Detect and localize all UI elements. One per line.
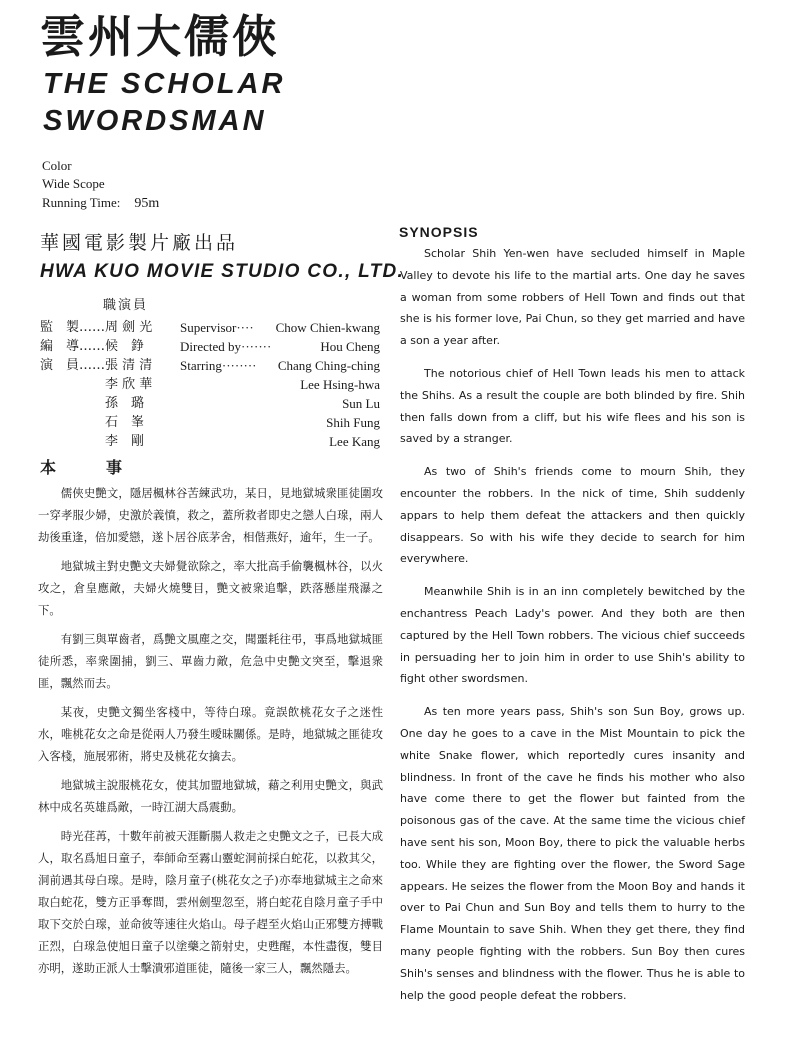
crew-chinese: 孫 璐 [40, 396, 145, 411]
title-chinese: 雲州大儒俠 [40, 10, 281, 63]
heading-char: 本 [40, 458, 57, 477]
heading-char: 事 [106, 458, 123, 477]
synopsis-heading-chinese [40, 460, 122, 476]
title-english-line1: THE SCHOLAR [43, 68, 286, 100]
studio-english: HWA KUO MOVIE STUDIO CO., LTD. [40, 261, 405, 282]
crew-name: Sun Lu [342, 396, 380, 411]
synopsis-chinese [38, 482, 383, 986]
paragraph: 儒俠史艷文，隱居楓林谷苦練武功，某日，見地獄城衆匪徒圍攻一穿孝服少婦，史激於義憤，救之，蓋所救者即史之戀人白瑔，兩人劫後重逢，倍加愛戀，遂卜居谷底茅舍，相偕燕好，逾年，生一子。 [38, 486, 383, 544]
crew-name: Hou Cheng [320, 339, 380, 354]
crew-role: Starring········ [180, 358, 257, 373]
crew-chinese: 石 峯 [40, 415, 145, 430]
paragraph: 地獄城主說服桃花女，使其加盟地獄城，藉之利用史艷文，與武林中成名英雄爲敵，一時江湖大爲震動。 [38, 778, 383, 814]
crew-role: Supervisor···· [180, 320, 254, 335]
runtime-value: 95m [134, 196, 160, 211]
crew-heading: 職演員 [103, 298, 149, 313]
paragraph: 時光荏苒，十數年前被天涯斷腸人救走之史艷文之子，已長大成人，取名爲旭日童子，奉師命至霧山靈蛇洞前採白蛇花，以救其父，洞前遇其母白瑔。是時，陰月童子(桃花女之子)亦奉地獄城主之命來取白蛇花，雙方正爭奪間，雲州劍聖忽至，將白蛇花自陰月童子手中取下交於白瑔，並命彼等速往火焰山。母子趕至火焰山正邪雙方搏戰正烈，白瑔急使旭日童子以塗藥之箭射史，史甦醒，本性盡復，雙目亦明，遂助正派人士擊潰邪道匪徒，隨後一家三人，飄然隱去。 [38, 829, 383, 975]
paragraph: The notorious chief of Hell Town leads his men to attack the Shihs. As a result the couple are both blinded by fire. Shih then falls down from a cliff, but his wife flees and his son is saved by a stranger. [400, 366, 745, 446]
crew-chinese: 演 員……張 清 清 [40, 358, 153, 373]
spec-scope: Wide Scope [42, 176, 105, 191]
paragraph: 某夜，史艷文獨坐客棧中，等待白瑔。竟誤飲桃花女子之迷性水，唯桃花女之命是從兩人乃發生曖昧關係。是時，地獄城之匪徒攻入客棧，施展邪術，將史及桃花女擒去。 [38, 705, 383, 763]
crew-name: Shih Fung [326, 415, 380, 430]
title-english-line2: SWORDSMAN [43, 105, 267, 137]
crew-name: Lee Kang [329, 434, 380, 449]
crew-name: Lee Hsing-hwa [300, 377, 380, 392]
paragraph: 地獄城主對史艷文夫婦覺欲除之，率大批高手偷襲楓林谷，以火攻之，倉皇應敵，夫婦火燒雙目，艷文被衆追擊，跌落懸崖飛瀑之下。 [38, 559, 383, 617]
paragraph: Scholar Shih Yen-wen have secluded himself in Maple Valley to devote his life to the martial arts. One day he saves a woman from some robbers of Hell Town and finds out that she is his former love, Pai Chun, so they get married and have a son a year after. [400, 247, 745, 348]
crew-chinese: 監 製……周 劍 光 [40, 320, 153, 335]
crew-name: Chow Chien-kwang [275, 320, 380, 335]
synopsis-heading: SYNOPSIS [399, 224, 479, 240]
runtime-label: Running Time: [42, 195, 121, 210]
paragraph: Meanwhile Shih is in an inn completely bewitched by the enchantress Peach Lady's power. And they both are then captured by the Hell Town robbers. The vicious chief succeeds in persuading her to join him in order to use Shih's ability to fight other swordsmen. [400, 585, 745, 686]
crew-role: Directed by······· [180, 339, 272, 354]
synopsis-english [400, 243, 745, 1017]
crew-chinese: 編 導……候 錚 [40, 339, 145, 354]
studio-chinese: 華國電影製片廠出品 [40, 232, 239, 254]
paragraph: 有劉三與單齒者，爲艷文風塵之交，聞噩耗往弔，事爲地獄城匪徒所悉，率衆圍捕，劉三、單齒力敵，危急中史艷文突至，擊退衆匪，飄然而去。 [38, 632, 383, 690]
spec-color: Color [42, 158, 72, 173]
crew-chinese: 李 欣 華 [40, 377, 153, 392]
spec-runtime [42, 196, 159, 211]
paragraph: As ten more years pass, Shih's son Sun Boy, grows up. One day he goes to a cave in the Mist Mountain to pick the white Snake flower, which reportedly cures insanity and blindness. In front of the cave he finds his mother who also have come there to get the flower but fainted from the poisonous gas of the cave. At the same time the vicious chief have sent his son, Moon Boy, there to pick the valuable herbs too. While they are fighting over the flower, the Sword Sage appears. He seizes the flower from the Moon Boy and hands it over to Pai Chun and Sun Boy and tells them to hurry to the Flame Mountain to save Shih. When they get there, they find many people fighting with the robbers. Sun Boy then cures Shih's senses and blindness with the flower. Thus he is able to help the good people defeat the robbers. [400, 705, 745, 1002]
crew-name: Chang Ching-ching [277, 358, 380, 373]
paragraph: As two of Shih's friends come to mourn Shih, they encounter the robbers. In the nick of time, Shih suddenly appars to help them defeat the attackers and then quickly disappears. So with his wife they decide to search for him everywhere. [400, 465, 745, 566]
crew-chinese: 李 剛 [40, 434, 145, 449]
